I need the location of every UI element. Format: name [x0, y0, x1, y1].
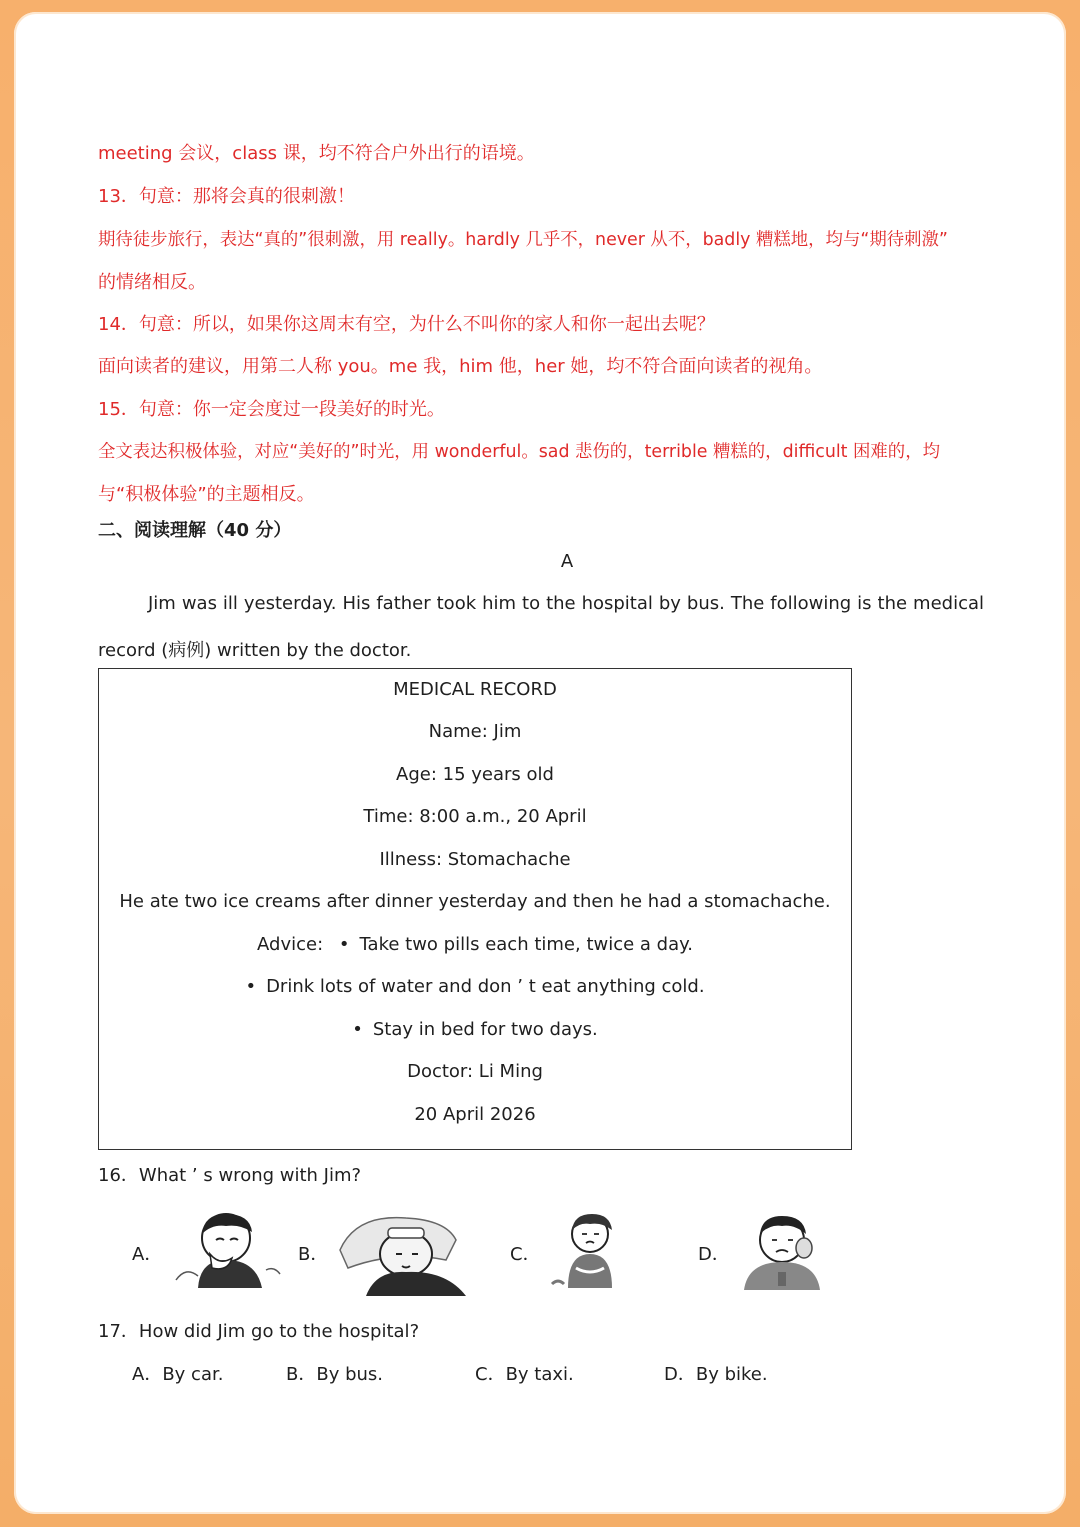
answer-line: 期待徒步旅行，表达“真的”很刺激，用 really。hardly 几乎不，never 从不，badly 糟糕地，均与“期待刺激” [98, 230, 948, 250]
option-letter: C． [475, 1364, 506, 1385]
q16-option-b-letter[interactable]: B． [298, 1244, 329, 1265]
option-letter: D． [664, 1364, 696, 1385]
section-heading: 二、阅读理解（40 分） [98, 520, 292, 541]
option-text: By bike. [695, 1364, 768, 1385]
answer-line: 15．句意：你一定会度过一段美好的时光。 [98, 399, 445, 420]
q16-option-c-letter[interactable]: C． [510, 1244, 541, 1265]
advice-item: Stay in bed for two days. [372, 1019, 598, 1040]
record-doctor: Doctor: Li Ming [407, 1061, 543, 1082]
option-letter: B． [286, 1364, 317, 1385]
record-name: Name: Jim [428, 721, 522, 742]
option-letter: A． [132, 1364, 163, 1385]
intro-line-1: Jim was ill yesterday. His father took him to the hospital by bus. The following is the medical [148, 593, 984, 614]
stomachache-boy-picture[interactable] [546, 1210, 626, 1288]
fever-boy-in-bed-picture[interactable] [336, 1210, 470, 1296]
record-age: Age: 15 years old [396, 764, 554, 785]
record-illness: Illness: Stomachache [379, 849, 571, 870]
q16-option-a-letter[interactable]: A． [132, 1244, 163, 1265]
answer-line: 14．句意：所以，如果你这周末有空，为什么不叫你的家人和你一起出去呢？ [98, 314, 715, 335]
q17-option-a[interactable] [132, 1360, 223, 1386]
question-16-stem: 16．What ’ s wrong with Jim? [98, 1165, 362, 1186]
bullet-icon: • [245, 976, 257, 997]
bullet-icon: • [352, 1019, 363, 1040]
answer-line: 与“积极体验”的主题相反。 [98, 484, 315, 505]
answer-line: 面向读者的建议，用第二人称 you。me 我，him 他，her 她，均不符合面向读者的视角。 [98, 356, 823, 377]
advice-label: Advice: [257, 934, 324, 955]
record-title: MEDICAL RECORD [393, 679, 557, 700]
answer-line: 全文表达积极体验，对应“美好的”时光，用 wonderful。sad 悲伤的，terrible 糟糕的，difficult 困难的，均 [98, 442, 940, 462]
option-text: By bus. [316, 1364, 384, 1385]
bullet-icon: • [338, 934, 350, 955]
record-advice-row [99, 976, 851, 997]
q17-option-b[interactable] [286, 1360, 383, 1386]
option-text: By car. [162, 1364, 224, 1385]
medical-record-box [98, 668, 852, 1150]
passage-letter: A [560, 551, 574, 572]
advice-item: Drink lots of water and don ’ t eat anything cold. [266, 976, 705, 997]
q17-option-d[interactable] [664, 1360, 768, 1386]
record-time: Time: 8:00 a.m., 20 April [363, 806, 587, 827]
intro-line-2: record (病例) written by the doctor. [98, 640, 412, 661]
answer-line: meeting 会议，class 课，均不符合户外出行的语境。 [98, 143, 535, 164]
q17-option-c[interactable] [475, 1360, 574, 1386]
answer-line: 的情绪相反。 [98, 272, 206, 293]
question-17-stem: 17．How did Jim go to the hospital? [98, 1321, 420, 1342]
record-advice-row [99, 1019, 851, 1040]
record-advice-row [99, 934, 851, 955]
option-text: By taxi. [505, 1364, 574, 1385]
q16-option-d-letter[interactable]: D． [698, 1244, 730, 1265]
toothache-boy-picture[interactable] [738, 1212, 824, 1290]
record-date: 20 April 2026 [414, 1104, 536, 1125]
advice-item: Take two pills each time, twice a day. [359, 934, 693, 955]
sneezing-boy-picture[interactable] [170, 1210, 290, 1288]
record-note: He ate two ice creams after dinner yesterday and then he had a stomachache. [119, 891, 831, 912]
answer-line: 13．句意：那将会真的很刺激！ [98, 186, 355, 207]
